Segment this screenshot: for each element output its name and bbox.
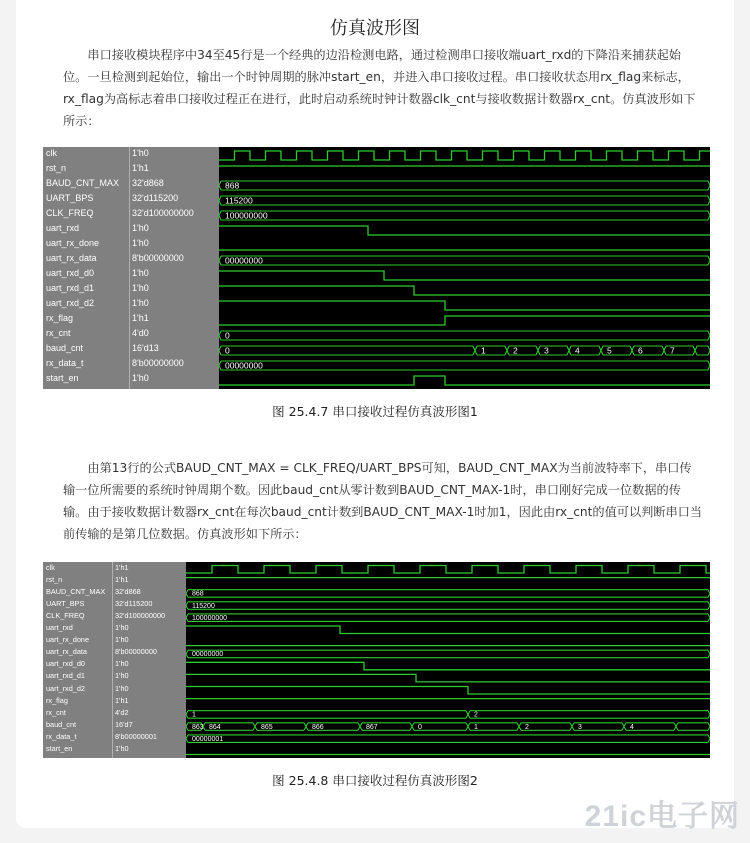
signal-name-baud-cnt[interactable]: baud_cnt xyxy=(46,719,77,729)
signal-name-uart-rx-done[interactable]: uart_rx_done xyxy=(46,237,100,248)
baud-cnt-trace-label: 866 xyxy=(312,723,324,731)
uart-rxd-d2-trace xyxy=(186,687,710,695)
rx-cnt-trace-segment xyxy=(219,331,710,340)
baud-cnt-trace-label: 3 xyxy=(544,345,549,356)
baud-cnt-trace-label: 867 xyxy=(366,723,378,731)
baud-cnt-trace-label: 7 xyxy=(670,345,675,356)
signal-name-baud-cnt-max[interactable]: BAUD_CNT_MAX xyxy=(46,177,120,188)
uart-rxd-d0-trace xyxy=(219,271,710,280)
signal-name-uart-bps[interactable]: UART_BPS xyxy=(46,598,85,608)
signal-values-2 xyxy=(112,562,186,758)
signal-value: 1'h0 xyxy=(132,267,149,278)
rx-cnt-trace-segment xyxy=(468,711,710,719)
signal-names-1 xyxy=(43,147,129,389)
baud-cnt-trace-label: 1 xyxy=(474,723,478,731)
signal-value: 32'd868 xyxy=(115,586,141,596)
signal-name-baud-cnt-max[interactable]: BAUD_CNT_MAX xyxy=(46,586,106,596)
signal-value: 1'h0 xyxy=(115,623,129,632)
baud-cnt-trace-segment xyxy=(538,346,569,355)
uart-rxd-trace xyxy=(186,626,710,634)
signal-value: 1'h1 xyxy=(115,574,129,584)
signal-name-clk[interactable]: clk xyxy=(46,562,55,572)
signal-name-clk[interactable]: clk xyxy=(46,147,57,158)
signal-value: 8'b00000000 xyxy=(132,357,184,368)
rx-data-t-trace-segment xyxy=(186,735,710,743)
signal-value: 1'h0 xyxy=(115,683,129,693)
signal-value: 1'h0 xyxy=(132,282,149,293)
baud-cnt-trace-label: 864 xyxy=(209,723,221,731)
waveform-plot-1 xyxy=(219,147,710,389)
signal-name-rx-data-t[interactable]: rx_data_t xyxy=(46,731,77,741)
signal-value: 1'h0 xyxy=(132,147,149,158)
signal-name-uart-rxd-d0[interactable]: uart_rxd_d0 xyxy=(46,267,95,278)
signal-value: 8'b00000000 xyxy=(132,252,184,263)
section-title: 仿真波形图 xyxy=(330,18,420,39)
signal-value: 32'd115200 xyxy=(132,192,179,203)
clk-freq-trace-label: 100000000 xyxy=(225,210,268,221)
uart-rx-data-trace-segment xyxy=(219,256,710,265)
uart-bps-trace-segment xyxy=(219,196,710,205)
clk-freq-trace-segment xyxy=(219,211,710,220)
signal-value: 4'd0 xyxy=(132,327,149,338)
signal-value: 8'b00000001 xyxy=(115,731,157,741)
baud-cnt-trace-label: 5 xyxy=(607,345,612,356)
signal-name-rst-n[interactable]: rst_n xyxy=(46,162,67,173)
signal-value: 1'h0 xyxy=(115,635,129,645)
signal-value: 1'h1 xyxy=(115,562,129,572)
signal-name-clk-freq[interactable]: CLK_FREQ xyxy=(46,207,94,218)
baud-cnt-trace-label: 4 xyxy=(575,345,580,356)
clk-freq-trace-label: 100000000 xyxy=(192,614,228,622)
signal-name-rx-flag[interactable]: rx_flag xyxy=(46,695,68,705)
uart-rx-data-trace-segment xyxy=(186,650,710,658)
baud-cnt-trace-label: 1 xyxy=(481,345,486,356)
signal-name-uart-rxd-d1[interactable]: uart_rxd_d1 xyxy=(46,671,85,681)
waveform-1 xyxy=(43,147,710,389)
signal-value: 1'h1 xyxy=(132,162,149,173)
signal-name-uart-rxd-d2[interactable]: uart_rxd_d2 xyxy=(46,297,95,308)
signal-name-uart-rx-done[interactable]: uart_rx_done xyxy=(46,635,90,645)
uart-rxd-d1-trace xyxy=(186,674,710,682)
signal-name-uart-rx-data[interactable]: uart_rx_data xyxy=(46,647,87,657)
signal-value: 32'd115200 xyxy=(115,598,153,608)
signal-name-rx-cnt[interactable]: rx_cnt xyxy=(46,327,71,338)
signal-name-baud-cnt[interactable]: baud_cnt xyxy=(46,342,84,353)
signal-value: 1'h0 xyxy=(115,744,129,753)
uart-bps-trace-label: 115200 xyxy=(225,195,253,206)
waveform-2 xyxy=(43,562,710,758)
baud-cnt-trace-segment xyxy=(676,723,710,731)
baud-cnt-trace-segment xyxy=(632,346,664,355)
signal-name-uart-rxd-d1[interactable]: uart_rxd_d1 xyxy=(46,282,95,293)
baud-cnt-max-trace-label: 868 xyxy=(192,590,204,598)
figure-caption-2: 图 25.4.8 串口接收过程仿真波形图2 xyxy=(272,773,478,788)
rx-cnt-trace-label: 2 xyxy=(474,711,478,719)
rx-flag-trace xyxy=(219,316,710,325)
waveform-plot-2 xyxy=(186,562,710,758)
signal-name-start-en[interactable]: start_en xyxy=(46,372,79,383)
signal-name-rx-flag[interactable]: rx_flag xyxy=(46,312,74,323)
uart-bps-trace-segment xyxy=(186,602,710,610)
signal-value: 32'd100000000 xyxy=(132,207,194,218)
baud-cnt-trace-label: 0 xyxy=(418,723,422,731)
baud-cnt-trace-segment xyxy=(219,346,475,355)
uart-rxd-d2-trace xyxy=(219,301,710,310)
baud-cnt-trace-label: 4 xyxy=(630,723,634,731)
baud-cnt-trace-segment xyxy=(664,346,695,355)
signal-value: 32'd868 xyxy=(132,177,164,188)
signal-name-clk-freq[interactable]: CLK_FREQ xyxy=(46,610,85,620)
signal-value: 1'h0 xyxy=(132,372,149,383)
signal-value: 1'h0 xyxy=(115,659,129,669)
signal-name-rst-n[interactable]: rst_n xyxy=(46,574,63,584)
signal-value: 16'd7 xyxy=(115,719,133,729)
signal-value: 4'd2 xyxy=(115,707,129,717)
uart-rxd-d0-trace xyxy=(186,662,710,670)
signal-value: 32'd100000000 xyxy=(115,610,166,620)
baud-cnt-trace-segment xyxy=(569,346,601,355)
rx-cnt-trace-label: 1 xyxy=(192,711,196,719)
signal-value: 1'h1 xyxy=(132,312,149,323)
baud-cnt-trace-label: 2 xyxy=(525,723,529,731)
rx-cnt-trace-label: 0 xyxy=(225,330,230,341)
uart-bps-trace-label: 115200 xyxy=(192,602,215,610)
baud-cnt-max-trace-label: 868 xyxy=(225,180,240,191)
signal-name-uart-rxd[interactable]: uart_rxd xyxy=(46,222,80,233)
baud-cnt-trace-segment xyxy=(601,346,632,355)
baud-cnt-trace-segment xyxy=(695,346,710,355)
start-en-trace xyxy=(219,376,710,385)
signal-value: 1'h0 xyxy=(132,237,149,248)
signal-name-uart-rxd-d0[interactable]: uart_rxd_d0 xyxy=(46,659,85,669)
uart-rx-data-trace-label: 00000000 xyxy=(225,255,263,266)
site-watermark: 21ic电子网 xyxy=(584,800,740,833)
signal-value: 8'b00000000 xyxy=(115,647,157,657)
rx-data-t-trace-label: 00000001 xyxy=(192,735,224,743)
signal-value: 1'h0 xyxy=(115,671,129,681)
baud-cnt-max-trace-segment xyxy=(219,181,710,190)
signal-name-uart-rxd[interactable]: uart_rxd xyxy=(46,623,73,632)
figure-caption-1: 图 25.4.7 串口接收过程仿真波形图1 xyxy=(272,404,478,419)
signal-name-uart-rxd-d2[interactable]: uart_rxd_d2 xyxy=(46,683,85,693)
uart-rxd-d1-trace xyxy=(219,286,710,295)
clk-trace xyxy=(186,566,710,574)
signal-name-start-en[interactable]: start_en xyxy=(46,744,73,753)
signal-name-uart-bps[interactable]: UART_BPS xyxy=(46,192,94,203)
signal-name-uart-rx-data[interactable]: uart_rx_data xyxy=(46,252,97,263)
rx-data-t-trace-label: 00000000 xyxy=(225,360,263,371)
paragraph-1: 串口接收模块程序中34至45行是一个经典的边沿检测电路，通过检测串口接收端uart_rxd的下降沿来捕获起始位。一旦检测到起始位，输出一个时钟周期的脉冲start_en，并进入串口接收过程。串口接收状态用rx_flag来标志，rx_flag为高标志着串口接收过程正在进行，此时启动系统时钟计数器clk_cnt与接收数据计数器rx_cnt。仿真波形如下所示： xyxy=(63,48,696,128)
uart-rxd-trace xyxy=(219,226,710,235)
uart-rx-data-trace-label: 00000000 xyxy=(192,651,224,659)
signal-value: 16'd13 xyxy=(132,342,159,353)
signal-value: 1'h0 xyxy=(132,297,149,308)
clk-trace xyxy=(219,151,710,160)
signal-names-2 xyxy=(43,562,112,758)
baud-cnt-trace-label: 865 xyxy=(261,723,273,731)
signal-name-rx-data-t[interactable]: rx_data_t xyxy=(46,357,84,368)
baud-cnt-trace-label: 2 xyxy=(513,345,518,356)
clk-freq-trace-segment xyxy=(186,614,710,622)
rx-data-t-trace-segment xyxy=(219,361,710,370)
baud-cnt-trace-label: 3 xyxy=(578,723,582,731)
rx-cnt-trace-segment xyxy=(186,711,468,719)
signal-name-rx-cnt[interactable]: rx_cnt xyxy=(46,707,66,717)
paragraph-2: 由第13行的公式BAUD_CNT_MAX = CLK_FREQ/UART_BPS可知，BAUD_CNT_MAX为当前波特率下，串口传输一位所需要的系统时钟周期个数。因此baud_cnt从零计数到BAUD_CNT_MAX-1时，串口刚好完成一位数据的传输。由于接收数据计数器rx_cnt在每次baud_cnt计数到BAUD_CNT_MAX-1时加1，因此由rx_cnt的值可以判断串口当前传输的是第几位数据。仿真波形如下所示： xyxy=(63,461,703,541)
baud-cnt-trace-label: 6 xyxy=(638,345,643,356)
signal-value: 1'h1 xyxy=(115,695,129,705)
signal-values-1 xyxy=(129,147,219,389)
baud-cnt-trace-label: 0 xyxy=(225,345,230,356)
signal-value: 1'h0 xyxy=(132,222,149,233)
baud-cnt-trace-segment xyxy=(475,346,507,355)
baud-cnt-trace-segment xyxy=(507,346,538,355)
baud-cnt-max-trace-segment xyxy=(186,590,710,598)
baud-cnt-trace-label: 863 xyxy=(192,723,204,731)
